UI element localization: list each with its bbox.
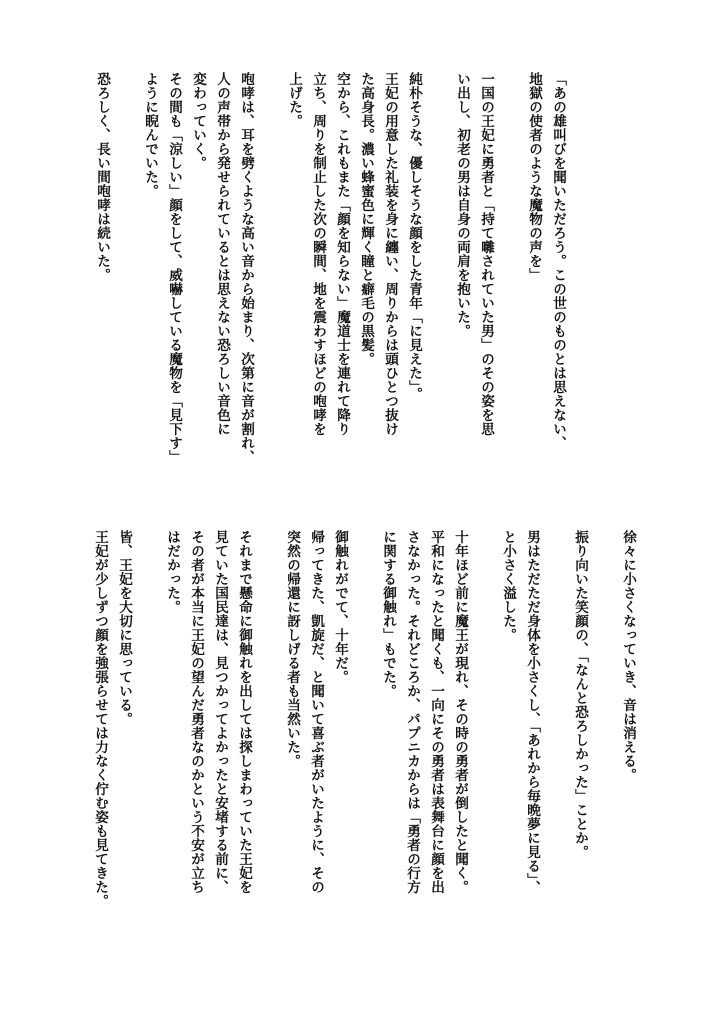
text-line: 王妃の用意した礼装を身に纏い、周りからは頭ひとつ抜け [382,72,398,436]
text-line: 見ていた国民達は、見つかってよかったと安堵する前に、 [212,530,228,894]
paragraph-gap [258,72,282,502]
text-line: はだかった。 [164,530,180,614]
text-line: 突然の帰還に訝しげる者も当然いた。 [284,530,300,768]
text-line: 御触れがでて、十年だ。 [332,530,348,684]
paragraph-gap [136,530,160,960]
text-line: 変わっていく。 [190,72,206,170]
text-line: 男はただただ身体を小さくし、「あれから毎晩夢に見る」、 [524,530,540,895]
text-line: 帰ってきた、凱旋だ、と聞いて喜ぶ者がいたように、その [308,530,324,894]
text-line: 振り向いた笑顔の、「なんと恐ろしかった」ことか。 [572,530,588,860]
text-line: 地獄の使者のような魔物の声を」 [526,72,542,282]
text-line: 「あの雄叫びを聞いただろう。この世のものとは思えない、 [550,72,566,450]
text-line: い出し、初老の男は自身の両肩を抱いた。 [454,72,470,338]
paragraph-gap [352,530,376,960]
text-line: 十年ほど前に魔王が現れ、その時の勇者が倒したと聞く。 [452,530,468,894]
text-line: に関する御触れ」もでた。 [380,530,396,698]
paragraph-gap [498,72,522,502]
paragraph-gap [592,530,616,960]
paragraph-gap [114,72,138,502]
text-line: 平和になったと聞くも、一向にその勇者は表舞台に顔を出 [428,530,444,894]
paragraph-gap [472,530,496,960]
text-line: 恐ろしく、長い間咆哮は続いた。 [94,72,110,282]
text-line: それまで懸命に御触れを出しては探しまわっていた王妃を [236,530,252,894]
text-line: 徐々に小さくなっていき、音は消える。 [620,530,636,782]
text-line: た高身長。濃い蜂蜜色に輝く瞳と癖毛の黒髪。 [358,72,374,366]
text-line: さなかった。それどころか、パプニカからは「勇者の行方 [404,530,420,894]
paragraph-gap [544,530,568,960]
text-line: 立ち、周りを制止した次の瞬間、地を震わすほどの咆哮を [310,72,326,436]
upper-text-block [90,72,570,502]
text-line: 一国の王妃に勇者と「持て囃されていた男」のその姿を思 [478,72,494,436]
text-line: と小さく溢した。 [500,530,516,642]
text-line: 純朴そうな、優しそうな顔をした青年「に見えた」。 [406,72,422,402]
lower-text-block [88,530,640,960]
text-line: 空から、これもまた「顔を知らない」魔道士を連れて降り [334,72,350,436]
text-line: 皆、王妃を大切に思っている。 [116,530,132,726]
text-line: その者が本当に王妃の望んだ勇者なのかという不安が立ち [188,530,204,894]
text-line: 咆哮は、耳を劈くような高い音から始まり、次第に音が割れ、 [238,72,254,464]
text-line: 人の声帯から発せられているとは思えない恐ろしい音色に [214,72,230,436]
paragraph-gap [426,72,450,502]
text-line: ように睨んでいた。 [142,72,158,198]
text-line: その間も「涼しい」顔をして、威嚇している魔物を「見下す」 [166,72,182,464]
text-line: 上げた。 [286,72,302,128]
text-line: 王妃が少しずつ顔を強張らせては力なく佇む姿も見てきた。 [92,530,108,908]
paragraph-gap [256,530,280,960]
